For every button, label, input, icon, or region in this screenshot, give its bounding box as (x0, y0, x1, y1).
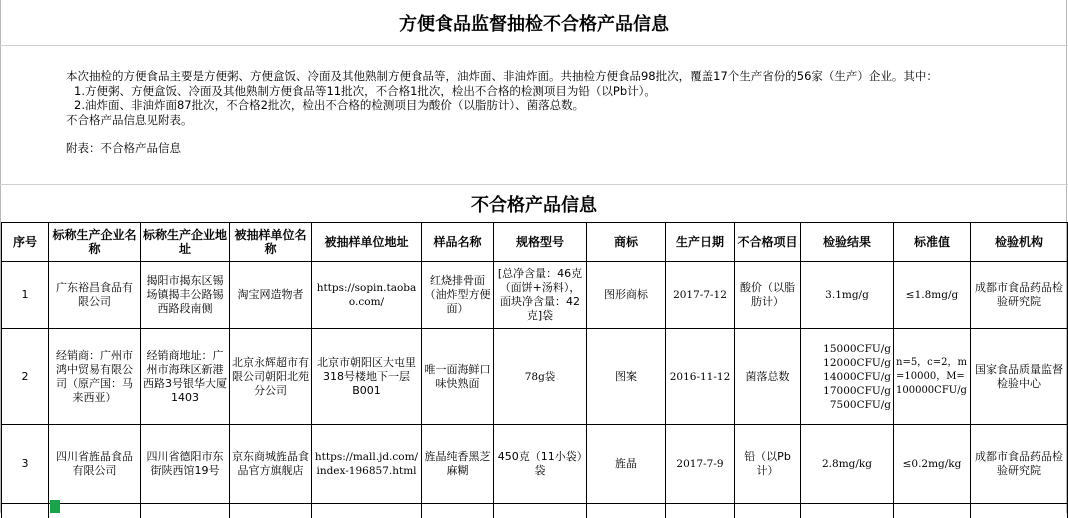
cell-company: 四川省旌晶食品有限公司 (49, 425, 141, 504)
cell-sampled-unit: 京东商城旌晶食品官方旗舰店 (230, 425, 312, 504)
row-marker-fill (50, 500, 60, 513)
cell-sampled-addr: 北京市朝阳区大屯里318号楼地下一层B001 (312, 329, 422, 425)
cell-sample-name: 红烧排骨面（油炸型方便面） (422, 262, 494, 329)
cell-company-addr: 经销商地址：广州市海珠区新港西路3号银华大厦1403 (141, 329, 230, 425)
intro-line: 不合格产品信息见附表。 (66, 113, 1056, 128)
header-row (2, 223, 1068, 262)
cell-spec: [总净含量：46克（面饼+汤料），面块净含量：42克]袋 (494, 262, 587, 329)
cell-no: 3 (2, 425, 49, 504)
result-value: 15000CFU/g (803, 342, 891, 356)
cell-standard: ≤1.8mg/g (894, 262, 971, 329)
cell-sampled-unit: 北京永辉超市有限公司朝阳北苑分公司 (230, 329, 312, 425)
page-title: 方便食品监督抽检不合格产品信息 (0, 0, 1068, 46)
col-header: 检验机构 (971, 223, 1068, 262)
cell-sample-name: 旌晶纯香黑芝麻糊 (422, 425, 494, 504)
col-header: 不合格项目 (735, 223, 801, 262)
cell-lab: 成都市食品药品检验研究院 (971, 425, 1068, 504)
result-value: 17000CFU/g (803, 384, 891, 398)
cell-spec: 78g袋 (494, 329, 587, 425)
intro-line: 本次抽检的方便食品主要是方便粥、方便盒饭、冷面及其他熟制方便食品等，油炸面、非油炸面。共抽检方便食品98批次，覆盖17个生产省份的56家（生产）企业。其中： (66, 69, 1056, 84)
cell-brand: 图形商标 (587, 262, 666, 329)
cell-no: 2 (2, 329, 49, 425)
cell-sampled-addr: https://sopin.taobao.com/ (312, 262, 422, 329)
col-header: 被抽样单位地址 (312, 223, 422, 262)
cell-sampled-addr: https://mall.jd.com/index-196857.html (312, 425, 422, 504)
cell-result: 2.8mg/kg (801, 425, 894, 504)
cell-result: 3.1mg/g (801, 262, 894, 329)
cell-sample-name: 唯一面海鲜口味快熟面 (422, 329, 494, 425)
col-header: 标称生产企业地址 (141, 223, 230, 262)
cell-result (801, 329, 894, 425)
cell-company-addr: 四川省德阳市东街陕西馆19号 (141, 425, 230, 504)
intro-text (66, 69, 1056, 156)
col-header: 序号 (2, 223, 49, 262)
cell-date: 2017-7-9 (666, 425, 735, 504)
col-header: 被抽样单位名称 (230, 223, 312, 262)
result-value: 12000CFU/g (803, 356, 891, 370)
table-title: 不合格产品信息 (0, 186, 1068, 222)
cell-company: 广东裕昌食品有限公司 (49, 262, 141, 329)
cell-no: 1 (2, 262, 49, 329)
cell-lab: 国家食品质量监督检验中心 (971, 329, 1068, 425)
cell-company: 经销商：广州市鸿中贸易有限公司（原产国：马来西亚） (49, 329, 141, 425)
col-header: 规格型号 (494, 223, 587, 262)
cell-brand: 旌晶 (587, 425, 666, 504)
cell-company-addr: 揭阳市揭东区锡场镇揭丰公路锡西路段南侧 (141, 262, 230, 329)
cell-item: 菌落总数 (735, 329, 801, 425)
appendix-label: 附表：不合格产品信息 (66, 141, 1056, 156)
cell-lab: 成都市食品药品检验研究院 (971, 262, 1068, 329)
col-header: 标称生产企业名称 (49, 223, 141, 262)
cell-spec: 450克（11小袋）袋 (494, 425, 587, 504)
col-header: 样品名称 (422, 223, 494, 262)
cell-date: 2016-11-12 (666, 329, 735, 425)
result-value: 7500CFU/g (803, 398, 891, 412)
col-header: 检验结果 (801, 223, 894, 262)
defect-product-table (1, 222, 1068, 518)
col-header: 标准值 (894, 223, 971, 262)
table-row (2, 425, 1068, 504)
col-header: 生产日期 (666, 223, 735, 262)
table-row (2, 329, 1068, 425)
cell-standard: ≤0.2mg/kg (894, 425, 971, 504)
cell-date: 2017-7-12 (666, 262, 735, 329)
col-header: 商标 (587, 223, 666, 262)
table-row-partial (2, 504, 1068, 518)
intro-line: 1.方便粥、方便盒饭、冷面及其他熟制方便食品等11批次，不合格1批次，检出不合格的检测项目为铅（以Pb计）。 (66, 84, 1056, 99)
cell-item: 铅（以Pb计） (735, 425, 801, 504)
cell-sampled-unit: 淘宝网造物者 (230, 262, 312, 329)
cell-item: 酸价（以脂肪计） (735, 262, 801, 329)
section-divider (0, 184, 1068, 185)
intro-line: 2.油炸面、非油炸面87批次，不合格2批次，检出不合格的检测项目为酸价（以脂肪计）、菌落总数。 (66, 98, 1056, 113)
row-marker-icon (50, 500, 60, 513)
cell-standard: n=5，c=2，m=10000，M=100000CFU/g (894, 329, 971, 425)
cell-brand: 图案 (587, 329, 666, 425)
result-value: 14000CFU/g (803, 370, 891, 384)
table-row (2, 262, 1068, 329)
